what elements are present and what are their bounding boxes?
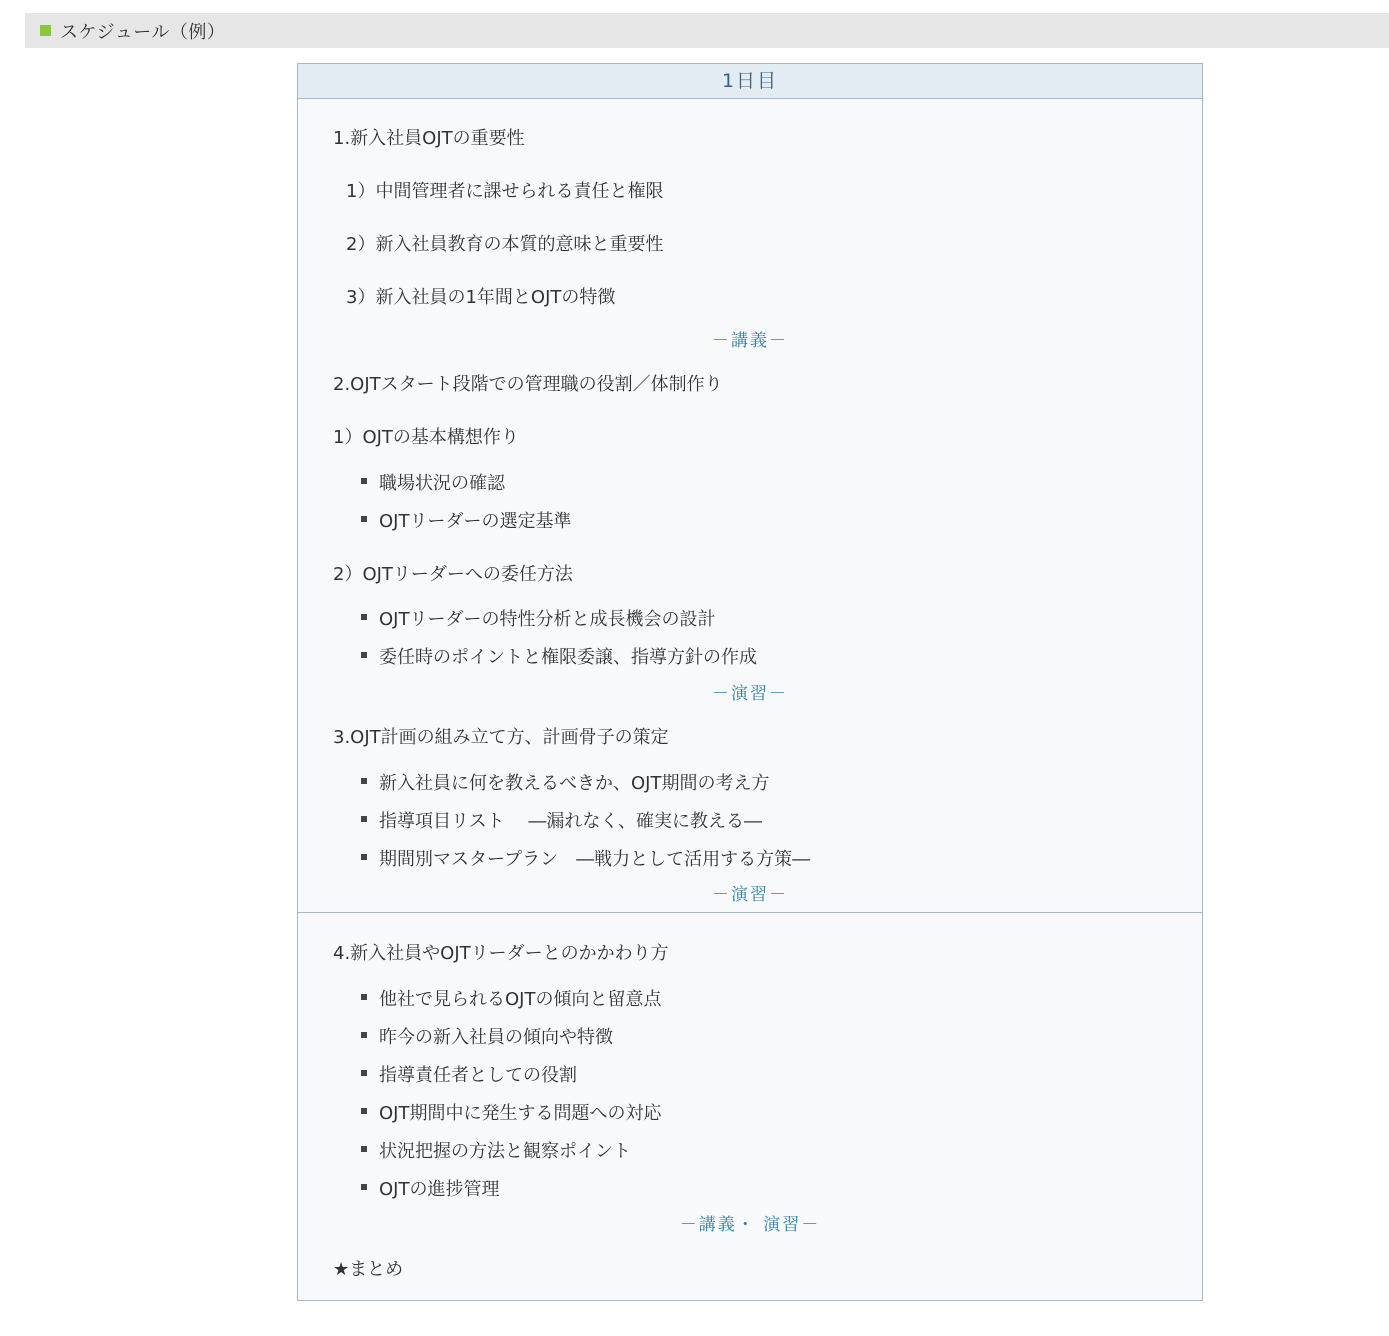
square-bullet-icon xyxy=(40,25,51,36)
format-note-lecture: －講義－ xyxy=(712,331,788,351)
list-item: OJTリーダーの選定基準 xyxy=(379,507,571,533)
list-item: 状況把握の方法と観察ポイント xyxy=(379,1137,631,1163)
list-item: 新入社員に何を教えるべきか、OJT期間の考え方 xyxy=(379,769,769,795)
format-note-exercise: －演習－ xyxy=(712,885,788,905)
format-note-lecture-exercise: －講義・ 演習－ xyxy=(679,1215,821,1235)
list-item: 指導責任者としての役割 xyxy=(379,1061,577,1087)
subtopic-1: 1）中間管理者に課せられる責任と権限 xyxy=(346,181,664,202)
list-item: 期間別マスタープラン ―戦力として活用する方策― xyxy=(379,845,810,871)
summary-heading: ★まとめ xyxy=(333,1259,404,1280)
list-item: 委任時のポイントと権限委譲、指導方針の作成 xyxy=(379,643,757,669)
topic-heading-2: 2.OJTスタート段階での管理職の役割／体制作り xyxy=(333,374,723,395)
list-item: 指導項目リスト ―漏れなく、確実に教える― xyxy=(379,807,762,833)
section-header xyxy=(25,13,1389,48)
subtopic-5: 2）OJTリーダーへの委任方法 xyxy=(333,564,573,585)
day-header: 1日目 xyxy=(298,64,1202,99)
list-item: OJTリーダーの特性分析と成長機会の設計 xyxy=(379,605,715,631)
subtopic-3: 3）新入社員の1年間とOJTの特徴 xyxy=(346,287,616,308)
list-item: 他社で見られるOJTの傾向と留意点 xyxy=(379,985,661,1011)
topic-heading-1: 1.新入社員OJTの重要性 xyxy=(333,128,525,149)
list-item: 昨今の新入社員の傾向や特徴 xyxy=(379,1023,613,1049)
list-item: 職場状況の確認 xyxy=(379,469,505,495)
subtopic-4: 1）OJTの基本構想作り xyxy=(333,427,519,448)
list-item: OJTの進捗管理 xyxy=(379,1175,499,1201)
section-title: スケジュール（例） xyxy=(60,21,226,43)
schedule-block-2 xyxy=(298,913,1202,1301)
topic-heading-4: 4.新入社員やOJTリーダーとのかかわり方 xyxy=(333,943,669,964)
schedule-block-1 xyxy=(298,99,1202,913)
topic-heading-3: 3.OJT計画の組み立て方、計画骨子の策定 xyxy=(333,727,669,748)
format-note-exercise: －演習－ xyxy=(712,684,788,704)
schedule-table xyxy=(297,63,1203,1301)
list-item: OJT期間中に発生する問題への対応 xyxy=(379,1099,661,1125)
subtopic-2: 2）新入社員教育の本質的意味と重要性 xyxy=(346,234,664,255)
